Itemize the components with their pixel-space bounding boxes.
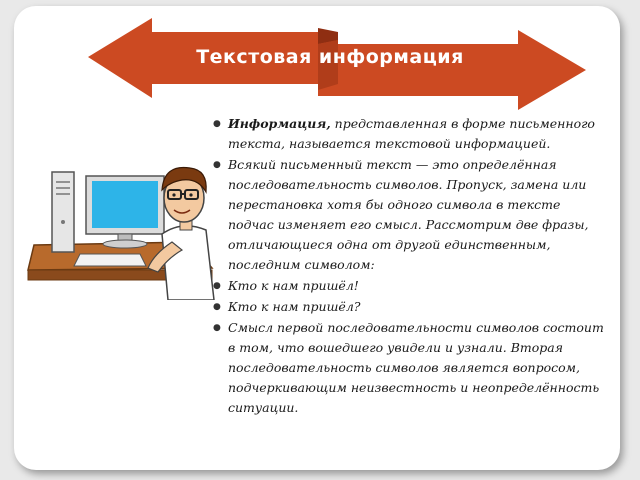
bullet-lead: Информация, [228,116,331,131]
bullet-text: Смысл первой последовательности символов состоит в том, что вошедшего увидели и узнали. Вторая последовательность символов является вопросом, подчеркивающим неизвестность и неопределённость ситуации. [228,320,604,415]
student-at-computer-icon [22,150,222,300]
ribbon-right-arrow [318,30,586,110]
bullet-text: Всякий письменный текст — это определённая последовательность символов. Пропуск, замена или перестановка хотя бы одного символа в тексте подчас изменяет его смысл. Рассмотрим две фразы, отличающиеся одна от другой единственным, последним символом: [228,157,589,272]
bullet-text: Кто к нам пришёл? [228,299,361,314]
bullet-item [213,318,608,418]
page-title: Текстовая информация [196,46,464,68]
bullet-item [213,155,608,275]
bullet-item [213,297,608,317]
bullet-text: Кто к нам пришёл! [228,278,359,293]
bullet-list [213,114,608,419]
monitor-screen [92,181,158,228]
bullet-text: представленная в форме письменного текста, называется текстовой информацией. [228,116,595,151]
bullet-item [213,114,608,154]
bullet-item [213,276,608,296]
